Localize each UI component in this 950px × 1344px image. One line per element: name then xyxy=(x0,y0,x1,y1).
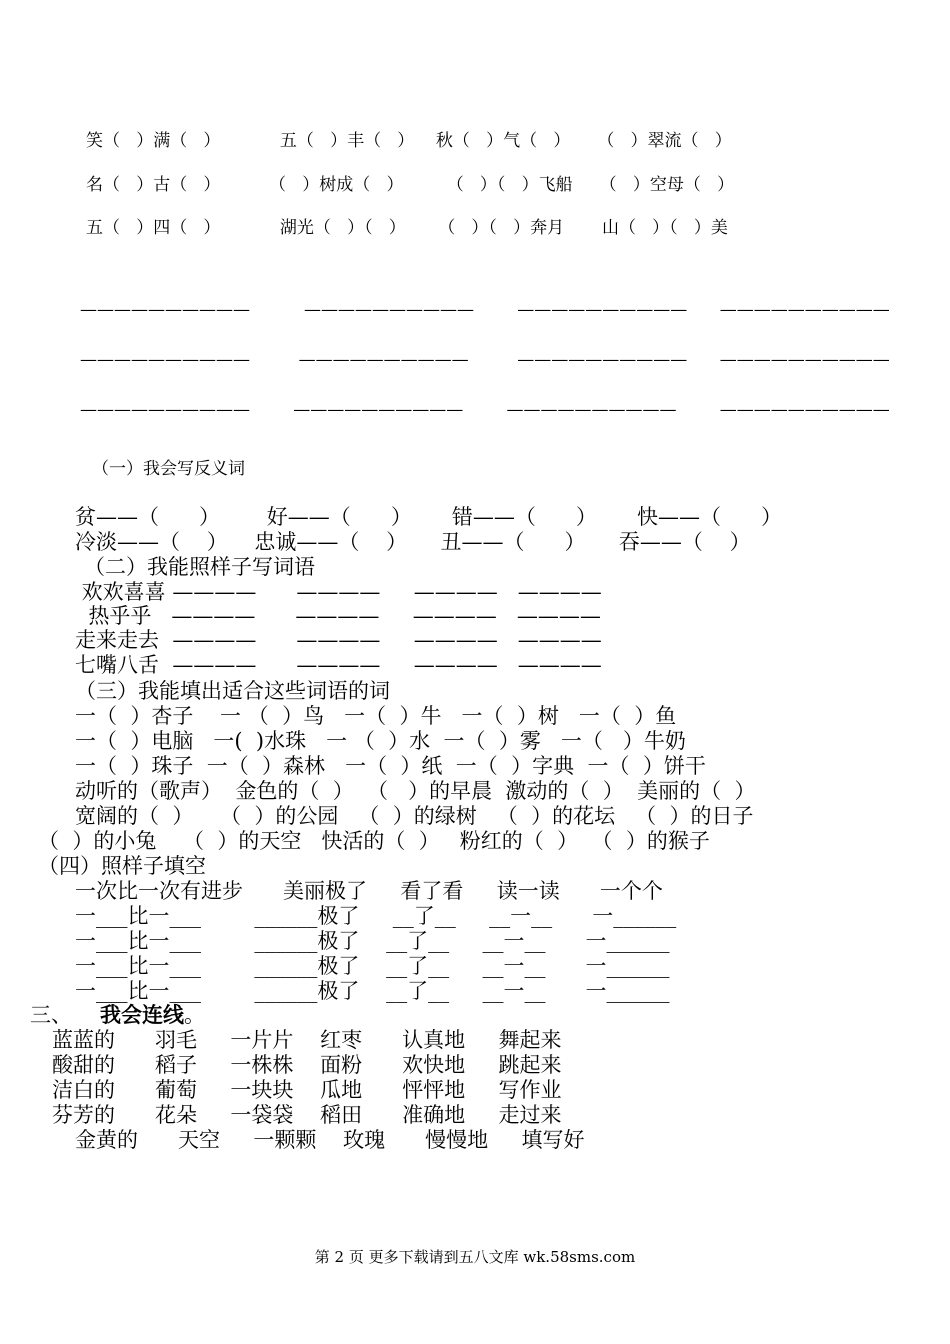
example-row-3: 一___比一___ ______极了 __了__ __一__ 一______ xyxy=(75,929,670,953)
match-row-2: 酸甜的 稻子 一株株 面粉 欢快地 跳起来 xyxy=(52,1053,562,1077)
fill-row-1: 一（ ）杏子 一 （ ）鸟 一（ ）牛 一（ ）树 一（ ）鱼 xyxy=(75,704,677,728)
blank-row-3: —————————— —————————— —————————— —————————— xyxy=(80,400,890,420)
antonym-row-2: 冷淡——（ ） 忠诚——（ ） 丑——（ ） 吞——（ ） xyxy=(75,530,751,554)
example-row-2: 一___比一___ ______极了 __了__ __一__ 一______ xyxy=(75,904,677,928)
sample-row-4: 七嘴八舌 ———— ———— ———— ———— xyxy=(75,653,602,677)
section-three-period: 。 xyxy=(184,1003,205,1027)
sample-row-3: 走来走去 ———— ———— ———— ———— xyxy=(75,628,602,652)
idiom-fill-row-2: 名（ ）古（ ） （ ）树成（ ） （ ）（ ）飞船 （ ）空母（ ） xyxy=(86,175,735,195)
blank-row-2: —————————— —————————— —————————— —————————— xyxy=(80,350,890,370)
match-row-1: 蓝蓝的 羽毛 一片片 红枣 认真地 舞起来 xyxy=(52,1028,562,1052)
fill-row-5: 宽阔的（ ） （ ）的公园 （ ）的绿树 （ ）的花坛 （ ）的日子 xyxy=(75,804,754,828)
match-row-3: 洁白的 葡萄 一块块 瓜地 怦怦地 写作业 xyxy=(52,1078,562,1102)
antonym-heading: （一）我会写反义词 xyxy=(92,459,245,479)
section-three-number: 三、 xyxy=(30,1003,72,1027)
fill-row-3: 一（ ）珠子 一（ ）森林 一（ ）纸 一（ ）字典 一（ ）饼干 xyxy=(75,754,706,778)
example-row-5: 一___比一___ ______极了 __了__ __一__ 一______ xyxy=(75,979,670,1003)
fill-row-6: （ ）的小兔 （ ）的天空 快活的（ ） 粉红的（ ） （ ）的猴子 xyxy=(38,829,710,853)
fill-row-2: 一（ ）电脑 一( )水珠 一 （ ）水 一（ ）雾 一（ ）牛奶 xyxy=(75,729,686,753)
fill-row-4: 动听的（歌声） 金色的（ ） （ ）的早晨 激动的（ ） 美丽的（ ） xyxy=(75,779,756,803)
sample-heading: （二）我能照样子写词语 xyxy=(84,555,315,579)
sample-row-1: 欢欢喜喜 ———— ———— ———— ———— xyxy=(75,580,602,604)
section-three-title: 我会连线 xyxy=(100,1002,184,1027)
example-row-4: 一___比一___ ______极了 __了__ __一__ 一______ xyxy=(75,954,670,978)
match-row-5: 金黄的 天空 一颗颗 玫瑰 慢慢地 填写好 xyxy=(75,1128,585,1152)
idiom-fill-row-1: 笑（ ）满（ ） 五（ ）丰（ ） 秋（ ）气（ ） （ ）翠流（ ） xyxy=(86,131,732,151)
idiom-fill-row-3: 五（ ）四（ ） 湖光（ ）（ ） （ ）（ ）奔月 山（ ）（ ）美 xyxy=(86,218,728,238)
fill-heading: （三）我能填出适合这些词语的词 xyxy=(75,679,390,703)
page-footer: 第 2 页 更多下载请到五八文库 wk.58sms.com xyxy=(314,1248,636,1266)
antonym-row-1: 贫——（ ） 好——（ ） 错——（ ） 快——（ ） xyxy=(75,505,783,529)
match-row-4: 芬芳的 花朵 一袋袋 稻田 准确地 走过来 xyxy=(52,1103,562,1127)
example-row-1: 一次比一次有进步 美丽极了 看了看 读一读 一个个 xyxy=(75,879,663,903)
blank-row-1: —————————— —————————— —————————— —————————— xyxy=(80,300,890,320)
example-heading: （四）照样子填空 xyxy=(38,854,206,878)
sample-row-2: 热乎乎 ———— ———— ———— ———— xyxy=(75,604,601,628)
